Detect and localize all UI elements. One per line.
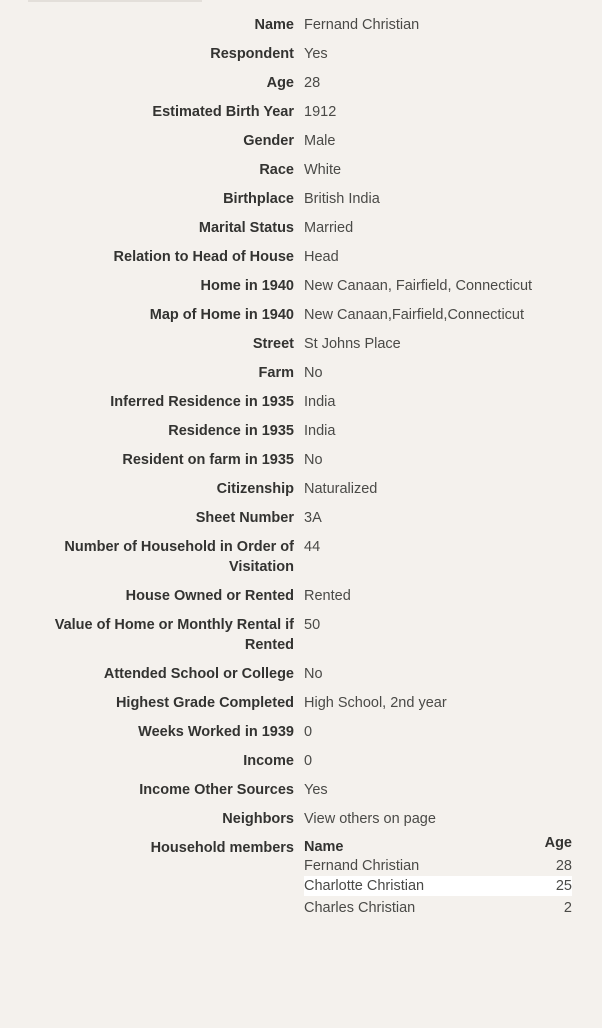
field-home-1940-row (0, 276, 602, 296)
field-value: No (304, 452, 323, 468)
household-members-row (0, 835, 602, 918)
neighbors-link[interactable]: View others on page (304, 811, 436, 827)
field-label: Marital Status (198, 220, 294, 236)
field-gender-row (0, 131, 602, 151)
household-member-row[interactable] (304, 876, 572, 896)
household-members-table (304, 835, 572, 918)
field-label: Weeks Worked in 1939 (138, 724, 294, 740)
field-owned-rented-row (0, 586, 602, 606)
field-age-row (0, 73, 602, 93)
field-highest-grade-row (0, 693, 602, 713)
field-birthplace-row (0, 189, 602, 209)
household-age-header: Age (544, 835, 572, 851)
field-race-row (0, 160, 602, 180)
field-home-value-row (0, 615, 602, 655)
field-income-row (0, 751, 602, 771)
field-label: Citizenship (216, 481, 294, 497)
field-map-home-1940-row (0, 305, 602, 325)
field-label: Value of Home or Monthly Rental if Rented (54, 617, 294, 653)
field-label: Street (252, 336, 294, 352)
field-label: Home in 1940 (200, 278, 294, 294)
field-household-order-row (0, 537, 602, 577)
household-members-label: Household members (150, 840, 294, 856)
field-value: Fernand Christian (304, 17, 420, 33)
field-respondent-row (0, 44, 602, 64)
household-member-row[interactable] (304, 856, 572, 876)
field-residence-1935-row (0, 421, 602, 441)
member-name[interactable] (304, 876, 522, 896)
field-value: Head (304, 249, 339, 265)
field-value: No (304, 365, 323, 381)
field-value: 28 (304, 75, 321, 91)
household-member-row[interactable] (304, 896, 572, 918)
member-age: 2 (563, 900, 572, 916)
member-age: 28 (555, 858, 572, 874)
field-label: Inferred Residence in 1935 (110, 394, 294, 410)
field-value: 0 (304, 724, 313, 740)
field-weeks-worked-row (0, 722, 602, 742)
field-value: No (304, 666, 323, 682)
field-value: British India (304, 191, 380, 207)
field-value: Naturalized (304, 481, 378, 497)
household-header-row (304, 838, 572, 856)
field-value: 44 (304, 539, 321, 555)
field-value: 0 (304, 753, 313, 769)
field-label: Residence in 1935 (168, 423, 294, 439)
field-label: Neighbors (222, 811, 294, 827)
field-label: Attended School or College (103, 666, 294, 682)
field-resident-farm-row (0, 450, 602, 470)
field-sheet-number-row (0, 508, 602, 528)
field-label: Respondent (210, 46, 294, 62)
member-name[interactable] (304, 896, 522, 918)
field-attended-school-row (0, 664, 602, 684)
field-value: White (304, 162, 342, 178)
field-label: Income (243, 753, 294, 769)
household-name-header: Name (304, 839, 344, 855)
field-citizenship-row (0, 479, 602, 499)
field-farm-row (0, 363, 602, 383)
field-value: Rented (304, 588, 351, 604)
field-value: India (304, 394, 336, 410)
field-street-row (0, 334, 602, 354)
field-label: House Owned or Rented (125, 588, 294, 604)
field-label: Relation to Head of House (113, 249, 294, 265)
field-relation-row (0, 247, 602, 267)
member-age: 25 (522, 876, 572, 896)
field-value: Yes (304, 46, 328, 62)
field-label: Sheet Number (195, 510, 294, 526)
field-value: New Canaan, Fairfield, Connecticut (304, 278, 533, 294)
map-link[interactable]: New Canaan,Fairfield,Connecticut (304, 307, 525, 323)
field-label: Farm (258, 365, 294, 381)
field-value: Male (304, 133, 336, 149)
field-value: St Johns Place (304, 336, 401, 352)
field-label: Age (266, 75, 294, 91)
field-label: Income Other Sources (139, 782, 294, 798)
field-label: Gender (243, 133, 294, 149)
member-name[interactable] (304, 856, 522, 876)
field-inferred-residence-row (0, 392, 602, 412)
field-value: India (304, 423, 336, 439)
field-label: Name (254, 17, 294, 33)
field-value: High School, 2nd year (304, 695, 447, 711)
member-name-link[interactable]: Fernand Christian (304, 858, 420, 874)
field-marital-status-row (0, 218, 602, 238)
field-label: Map of Home in 1940 (149, 307, 294, 323)
field-label: Estimated Birth Year (152, 104, 294, 120)
census-record (0, 15, 602, 927)
field-label: Highest Grade Completed (115, 695, 294, 711)
field-label: Resident on farm in 1935 (122, 452, 294, 468)
field-birth-year-row (0, 102, 602, 122)
field-value: Married (304, 220, 354, 236)
field-income-other-row (0, 780, 602, 800)
field-value: 1912 (304, 104, 337, 120)
field-name-row (0, 15, 602, 35)
field-label: Race (259, 162, 294, 178)
field-value: 3A (304, 510, 322, 526)
field-neighbors-row (0, 809, 602, 829)
field-label: Number of Household in Order of Visitation (64, 539, 294, 575)
field-value: 50 (304, 617, 321, 633)
field-value: Yes (304, 782, 328, 798)
field-label: Birthplace (223, 191, 294, 207)
member-name-link[interactable]: Charles Christian (304, 900, 416, 916)
top-tab-edge (28, 0, 202, 2)
member-name-link[interactable]: Charlotte Christian (304, 878, 425, 894)
